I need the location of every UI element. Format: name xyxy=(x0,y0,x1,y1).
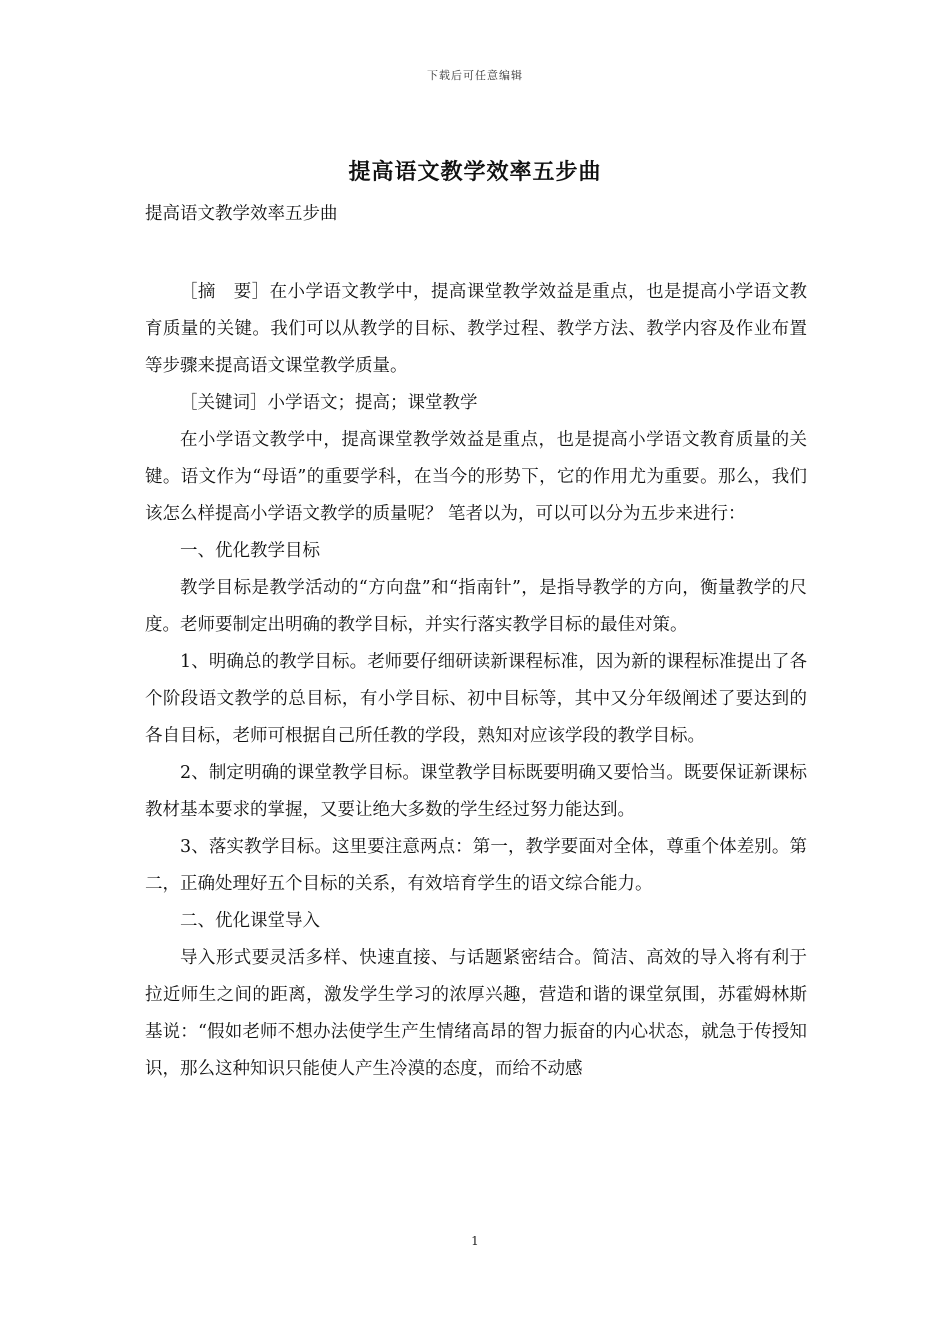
page-number: 1 xyxy=(471,1234,479,1248)
document-body xyxy=(145,196,807,1088)
keywords-paragraph: ［关键词］小学语文；提高；课堂教学 xyxy=(180,393,478,413)
abstract-paragraph: ［摘 要］在小学语文教学中，提高课堂教学效益是重点，也是提高小学语文教育质量的关键。我们可以从教学的目标、教学过程、教学方法、教学内容及作业布置等步骤来提高语文课堂教学质量。 xyxy=(145,282,807,376)
section-heading: 二、优化课堂导入 xyxy=(180,911,320,931)
body-paragraph: 3、落实教学目标。这里要注意两点：第一，教学要面对全体，尊重个体差别。第二，正确处理好五个目标的关系，有效培育学生的语文综合能力。 xyxy=(145,837,807,894)
blank-line xyxy=(145,233,807,274)
body-paragraph: 教学目标是教学活动的“方向盘”和“指南针”，是指导教学的方向，衡量教学的尺度。老师要制定出明确的教学目标，并实行落实教学目标的最佳对策。 xyxy=(145,578,807,635)
document-title: 提高语文教学效率五步曲 xyxy=(348,159,602,185)
section-heading: 一、优化教学目标 xyxy=(180,541,320,561)
body-paragraph: 2、制定明确的课堂教学目标。课堂教学目标既要明确又要恰当。既要保证新课标教材基本要求的掌握，又要让绝大多数的学生经过努力能达到。 xyxy=(145,763,807,820)
body-paragraph: 导入形式要灵活多样、快速直接、与话题紧密结合。简洁、高效的导入将有利于拉近师生之间的距离，激发学生学习的浓厚兴趣，营造和谐的课堂氛围，苏霍姆林斯基说：“假如老师不想办法使学生产生情绪高昂的智力振奋的内心状态，就急于传授知识，那么这种知识只能使人产生冷漠的态度，而给不动感 xyxy=(145,948,807,1079)
body-paragraph: 在小学语文教学中，提高课堂教学效益是重点，也是提高小学语文教育质量的关键。语文作为“母语”的重要学科，在当今的形势下，它的作用尤为重要。那么，我们该怎么样提高小学语文教学的质量呢？ 笔者以为，可以可以分为五步来进行： xyxy=(145,430,807,524)
document-subtitle: 提高语文教学效率五步曲 xyxy=(145,204,338,224)
body-paragraph: 1、明确总的教学目标。老师要仔细研读新课程标准，因为新的课程标准提出了各个阶段语文教学的总目标，有小学目标、初中目标等，其中又分年级阐述了要达到的各自目标，老师可根据自己所任教的学段，熟知对应该学段的教学目标。 xyxy=(145,652,807,746)
page-header-note: 下载后可任意编辑 xyxy=(427,69,523,82)
